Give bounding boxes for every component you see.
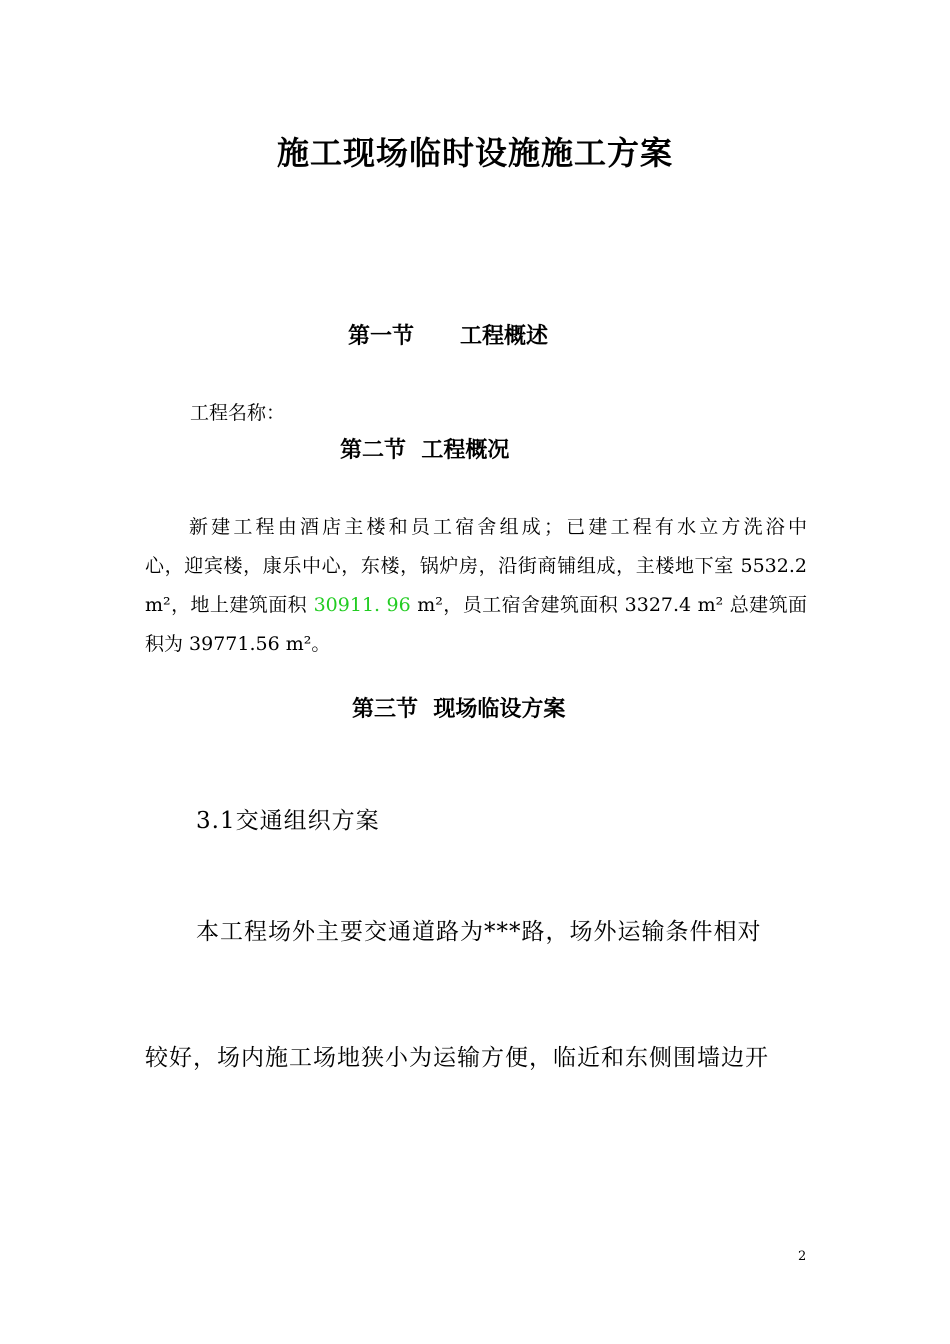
overview-line-2: 心，迎宾楼，康乐中心，东楼，锅炉房，沿街商铺组成，主楼地下室 5532.2 [145, 555, 807, 577]
traffic-line-1: 本工程场外主要交通道路为***路，场外运输条件相对 [196, 919, 762, 945]
overview-line-3 [145, 586, 807, 625]
section1-heading [348, 319, 548, 350]
area-highlight: 30911. 96 [313, 594, 411, 616]
overview-line-3a: m²，地上建筑面积 [145, 594, 308, 616]
section2-heading: 第二节 工程概况 [340, 438, 510, 463]
document-title: 施工现场临时设施施工方案 [276, 134, 673, 172]
page-number: 2 [798, 1249, 807, 1264]
overview-paragraph [145, 508, 807, 664]
section1-number: 第一节 [348, 324, 415, 349]
overview-line-3b: m²，员工宿舍建筑面积 3327.4 m² 总建筑面 [417, 594, 808, 616]
overview-line-1: 新建工程由酒店主楼和员工宿舍组成；已建工程有水立方洗浴中 [189, 516, 807, 538]
section3-heading: 第三节 现场临设方案 [352, 697, 566, 722]
subsection-heading: 3.1交通组织方案 [196, 808, 380, 834]
overview-line-4: 积为 39771.56 m²。 [145, 633, 331, 655]
traffic-line-2: 较好，场内施工场地狭小为运输方便，临近和东侧围墙边开 [145, 1045, 769, 1071]
section1-title: 工程概述 [459, 324, 548, 349]
project-name-label: 工程名称： [190, 402, 286, 424]
